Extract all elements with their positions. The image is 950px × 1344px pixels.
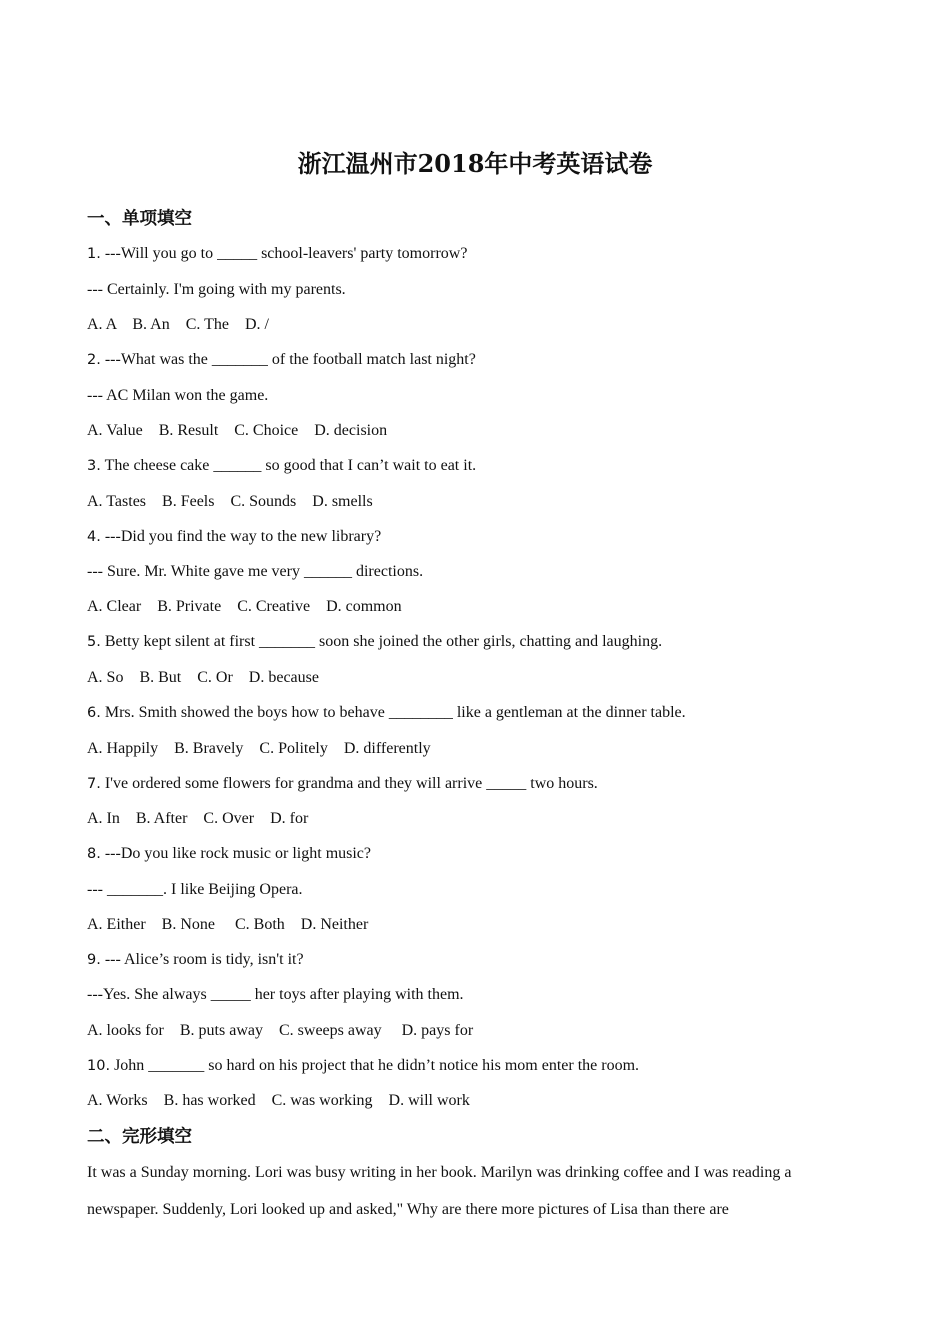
question-7-options: A. In B. After C. Over D. for bbox=[87, 810, 309, 827]
question-6-options: A. Happily B. Bravely C. Politely D. differently bbox=[87, 740, 431, 757]
question-8-reply: --- _______. I like Beijing Opera. bbox=[87, 881, 303, 898]
passage-line: It was a Sunday morning. Lori was busy writing in her book. Marilyn was drinking coffee and I was reading a bbox=[87, 1164, 792, 1181]
question-10-stem bbox=[87, 1056, 639, 1076]
question-1-stem bbox=[87, 244, 467, 264]
question-4-stem bbox=[87, 527, 381, 547]
question-2-options: A. Value B. Result C. Choice D. decision bbox=[87, 422, 388, 439]
question-4-reply: --- Sure. Mr. White gave me very ______ directions. bbox=[87, 563, 424, 580]
question-text: Betty kept silent at first _______ soon she joined the other girls, chatting and laughing. bbox=[104, 633, 663, 650]
question-4-options: A. Clear B. Private C. Creative D. common bbox=[87, 598, 402, 615]
question-8-options: A. Either B. None C. Both D. Neither bbox=[87, 916, 369, 933]
question-number: 8. bbox=[87, 846, 101, 862]
question-number: 2. bbox=[87, 352, 101, 368]
question-9-stem bbox=[87, 950, 304, 970]
question-number: 4. bbox=[87, 529, 101, 545]
question-number: 7. bbox=[87, 776, 101, 792]
question-number: 9. bbox=[87, 952, 101, 968]
question-1-reply: --- Certainly. I'm going with my parents. bbox=[87, 281, 346, 298]
question-number: 6. bbox=[87, 705, 101, 721]
question-7-stem bbox=[87, 774, 598, 794]
question-5-options: A. So B. But C. Or D. because bbox=[87, 669, 319, 686]
passage-line: newspaper. Suddenly, Lori looked up and asked," Why are there more pictures of Lisa than there are bbox=[87, 1201, 729, 1218]
section-heading-single-choice: 一、单项填空 bbox=[87, 209, 192, 229]
question-8-stem bbox=[87, 844, 371, 864]
question-3-options: A. Tastes B. Feels C. Sounds D. smells bbox=[87, 493, 373, 510]
question-6-stem bbox=[87, 703, 686, 723]
question-number: 10. bbox=[87, 1058, 111, 1074]
question-number: 5. bbox=[87, 634, 101, 650]
question-text: ---Did you find the way to the new library? bbox=[104, 528, 382, 545]
question-2-reply: --- AC Milan won the game. bbox=[87, 387, 269, 404]
question-text: ---Do you like rock music or light music? bbox=[104, 845, 372, 862]
question-10-options: A. Works B. has worked C. was working D. will work bbox=[87, 1092, 470, 1109]
question-text: I've ordered some flowers for grandma and they will arrive _____ two hours. bbox=[104, 775, 598, 792]
question-text: --- Alice’s room is tidy, isn't it? bbox=[104, 951, 304, 968]
question-2-stem bbox=[87, 350, 476, 370]
question-text: John _______ so hard on his project that he didn’t notice his mom enter the room. bbox=[114, 1057, 640, 1074]
question-9-reply: ---Yes. She always _____ her toys after playing with them. bbox=[87, 986, 464, 1003]
question-text: Mrs. Smith showed the boys how to behave ________ like a gentleman at the dinner table. bbox=[104, 704, 686, 721]
question-5-stem bbox=[87, 632, 662, 652]
page-title: 浙江温州市2018年中考英语试卷 bbox=[297, 149, 653, 178]
question-number: 3. bbox=[87, 458, 101, 474]
question-9-options: A. looks for B. puts away C. sweeps away D. pays for bbox=[87, 1022, 474, 1039]
question-text: ---Will you go to _____ school-leavers' party tomorrow? bbox=[104, 245, 468, 262]
question-3-stem bbox=[87, 456, 476, 476]
section-heading-cloze: 二、完形填空 bbox=[87, 1127, 192, 1147]
question-1-options: A. A B. An C. The D. / bbox=[87, 316, 269, 333]
question-number: 1. bbox=[87, 246, 101, 262]
question-text: ---What was the _______ of the football match last night? bbox=[104, 351, 476, 368]
question-text: The cheese cake ______ so good that I can’t wait to eat it. bbox=[104, 457, 477, 474]
